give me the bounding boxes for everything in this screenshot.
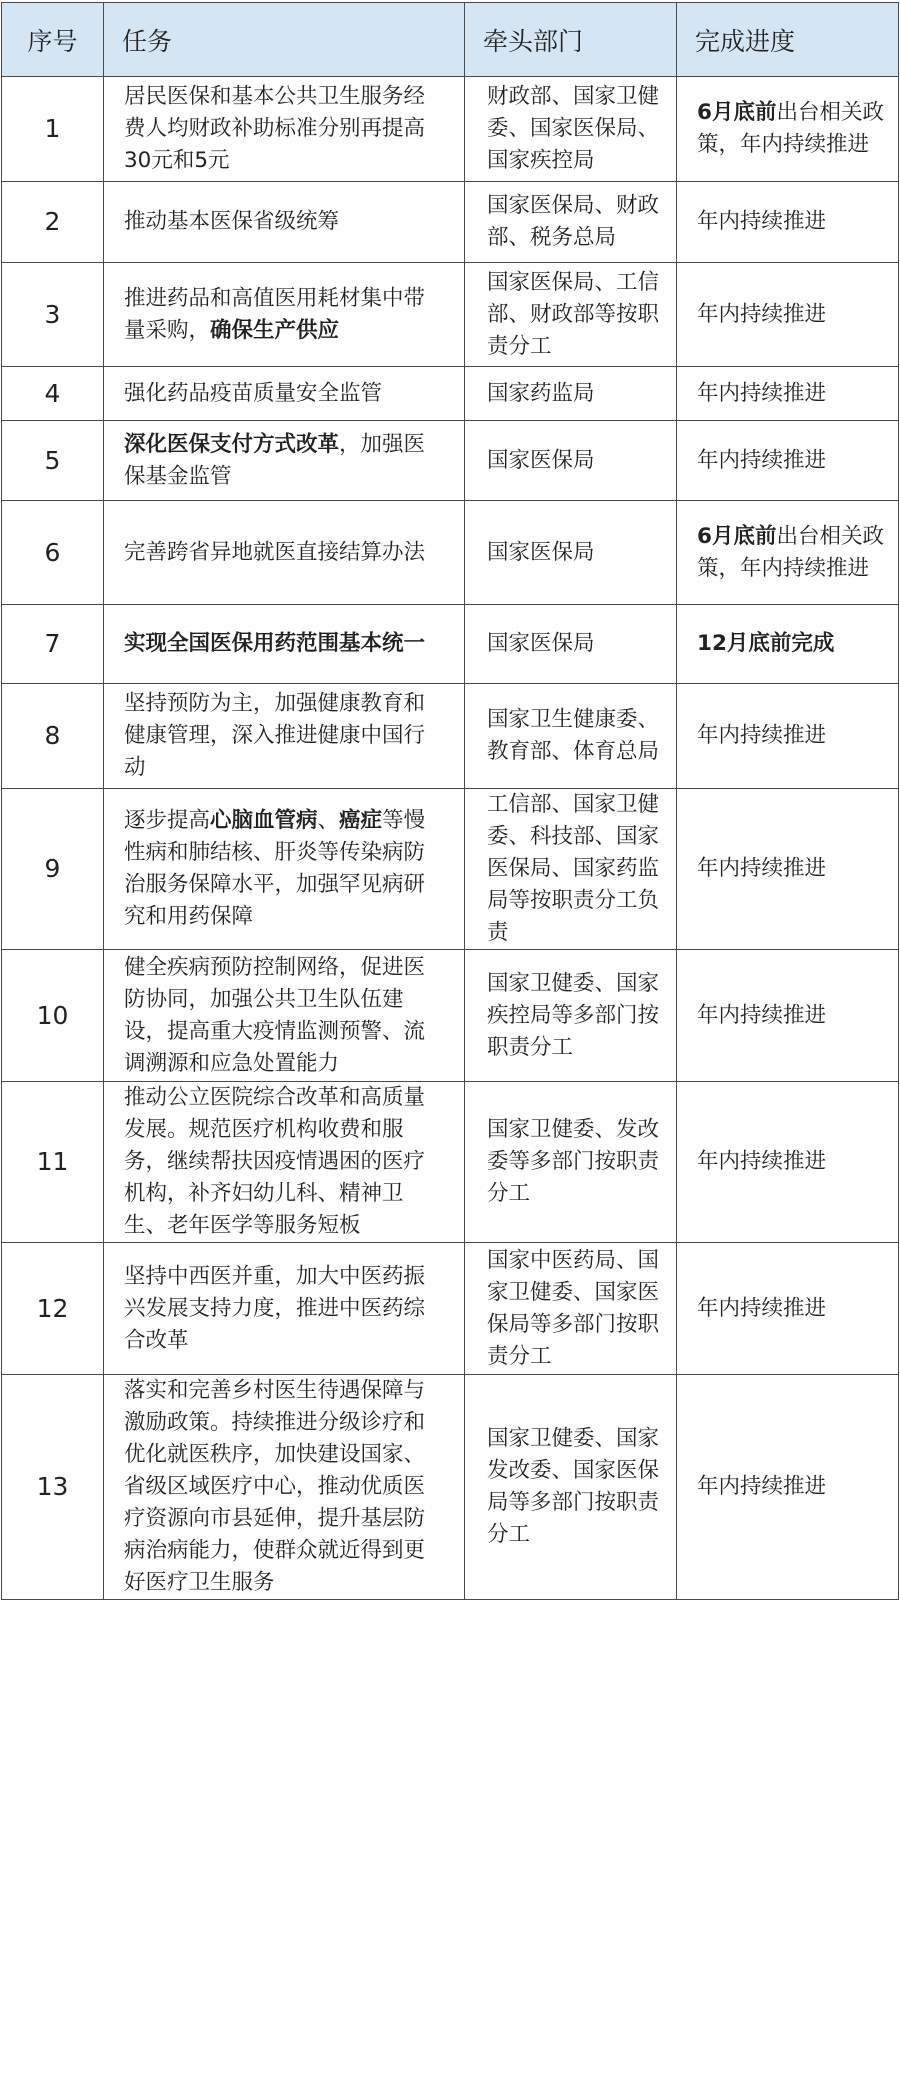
progress-cell bbox=[677, 1375, 899, 1600]
task-text: 实现全国医保用药范围基本统一 bbox=[124, 631, 426, 656]
table-row bbox=[2, 77, 899, 182]
task-text: 推动公立医院综合改革和高质量发展。规范医疗机构收费和服务，继续帮扶因疫情遇困的医疗机构，补齐妇幼儿科、精神卫生、老年医学等服务短板 bbox=[124, 1085, 426, 1238]
task-cell bbox=[104, 684, 465, 789]
progress-text: 6月底前 bbox=[697, 100, 777, 125]
task-text: 逐步提高 bbox=[124, 808, 211, 833]
progress-text: 年内持续推进 bbox=[697, 856, 827, 881]
progress-text: 年内持续推进 bbox=[697, 723, 827, 748]
task-text: 推进药品和高值医用耗材集中带量采购， bbox=[124, 285, 426, 343]
task-text: 坚持中西医并重，加大中医药振兴发展支持力度，推进中医药综合改革 bbox=[124, 1263, 426, 1353]
progress-cell bbox=[677, 789, 899, 950]
table-row bbox=[2, 367, 899, 421]
task-cell bbox=[104, 421, 465, 501]
progress-cell bbox=[677, 605, 899, 684]
header-task: 任务 bbox=[104, 3, 465, 77]
progress-cell bbox=[677, 684, 899, 789]
row-number: 8 bbox=[2, 684, 104, 789]
table-header-row bbox=[2, 3, 899, 77]
table-row bbox=[2, 1243, 899, 1375]
task-text: 心脑血管病 bbox=[210, 808, 318, 833]
progress-cell bbox=[677, 501, 899, 605]
progress-cell bbox=[677, 182, 899, 263]
task-cell bbox=[104, 77, 465, 182]
task-text: 确保生产供应 bbox=[210, 317, 340, 343]
progress-text: 年内持续推进 bbox=[697, 1474, 827, 1499]
task-cell bbox=[104, 605, 465, 684]
progress-text: 年内持续推进 bbox=[697, 209, 827, 234]
progress-cell bbox=[677, 1082, 899, 1243]
row-number: 2 bbox=[2, 182, 104, 263]
dept-cell: 国家医保局 bbox=[465, 605, 677, 684]
task-cell bbox=[104, 1082, 465, 1243]
progress-cell bbox=[677, 1243, 899, 1375]
task-table bbox=[1, 2, 899, 1600]
table-row bbox=[2, 605, 899, 684]
dept-cell: 工信部、国家卫健委、科技部、国家医保局、国家药监局等按职责分工负责 bbox=[465, 789, 677, 950]
header-progress: 完成进度 bbox=[677, 3, 899, 77]
progress-text: 6月底前 bbox=[697, 523, 777, 549]
row-number: 13 bbox=[2, 1375, 104, 1600]
progress-text: 12月底前完成 bbox=[697, 631, 835, 656]
progress-cell bbox=[677, 367, 899, 421]
row-number: 1 bbox=[2, 77, 104, 182]
dept-cell: 国家医保局、工信部、财政部等按职责分工 bbox=[465, 263, 677, 367]
dept-cell: 国家卫生健康委、教育部、体育总局 bbox=[465, 684, 677, 789]
progress-cell bbox=[677, 263, 899, 367]
table-row bbox=[2, 421, 899, 501]
progress-text: 年内持续推进 bbox=[697, 1295, 827, 1321]
task-text: 强化药品疫苗质量安全监管 bbox=[124, 380, 383, 406]
task-text: 健全疾病预防控制网络，促进医防协同，加强公共卫生队伍建设，提高重大疫情监测预警、流调溯源和应急处置能力 bbox=[124, 954, 426, 1076]
task-text: 居民医保和基本公共卫生服务经费人均财政补助标准分别再提高30元和5元 bbox=[124, 84, 426, 173]
dept-cell: 国家药监局 bbox=[465, 367, 677, 421]
progress-text: 年内持续推进 bbox=[697, 447, 827, 473]
task-cell bbox=[104, 501, 465, 605]
row-number: 6 bbox=[2, 501, 104, 605]
row-number: 3 bbox=[2, 263, 104, 367]
row-number: 9 bbox=[2, 789, 104, 950]
table-body bbox=[2, 77, 899, 1600]
task-text: 等慢性病和肺结核、肝炎等传染病防治服务保障水平，加强罕见病研究和用药保障 bbox=[124, 808, 426, 929]
table-row bbox=[2, 950, 899, 1082]
task-cell bbox=[104, 789, 465, 950]
table-row bbox=[2, 789, 899, 950]
dept-cell: 国家卫健委、国家发改委、国家医保局等多部门按职责分工 bbox=[465, 1375, 677, 1600]
progress-text: 年内持续推进 bbox=[697, 380, 827, 406]
task-text: 完善跨省异地就医直接结算办法 bbox=[124, 539, 426, 565]
dept-cell: 国家医保局 bbox=[465, 421, 677, 501]
progress-text: 年内持续推进 bbox=[697, 301, 827, 327]
row-number: 10 bbox=[2, 950, 104, 1082]
progress-text: 年内持续推进 bbox=[697, 1002, 827, 1028]
table-row bbox=[2, 263, 899, 367]
dept-cell: 国家中医药局、国家卫健委、国家医保局等多部门按职责分工 bbox=[465, 1243, 677, 1375]
table-row bbox=[2, 1082, 899, 1243]
task-text: 癌症 bbox=[339, 808, 383, 833]
progress-cell bbox=[677, 950, 899, 1082]
progress-text: 年内持续推进 bbox=[697, 1149, 827, 1174]
header-dept: 牵头部门 bbox=[465, 3, 677, 77]
progress-cell bbox=[677, 77, 899, 182]
task-text: 、 bbox=[317, 808, 340, 833]
row-number: 4 bbox=[2, 367, 104, 421]
dept-cell: 财政部、国家卫健委、国家医保局、国家疾控局 bbox=[465, 77, 677, 182]
row-number: 7 bbox=[2, 605, 104, 684]
task-cell bbox=[104, 1243, 465, 1375]
table-row bbox=[2, 684, 899, 789]
row-number: 5 bbox=[2, 421, 104, 501]
task-text: 落实和完善乡村医生待遇保障与激励政策。持续推进分级诊疗和优化就医秩序，加快建设国家、省级区域医疗中心，推动优质医疗资源向市县延伸，提升基层防病治病能力，使群众就近得到更好医疗卫生服务 bbox=[124, 1378, 426, 1595]
dept-cell: 国家医保局 bbox=[465, 501, 677, 605]
progress-cell bbox=[677, 421, 899, 501]
table-row bbox=[2, 182, 899, 263]
dept-cell: 国家卫健委、国家疾控局等多部门按职责分工 bbox=[465, 950, 677, 1082]
task-cell bbox=[104, 950, 465, 1082]
header-no: 序号 bbox=[2, 3, 104, 77]
table-row bbox=[2, 1375, 899, 1600]
task-cell bbox=[104, 367, 465, 421]
dept-cell: 国家医保局、财政部、税务总局 bbox=[465, 182, 677, 263]
task-cell bbox=[104, 182, 465, 263]
row-number: 12 bbox=[2, 1243, 104, 1375]
table-row bbox=[2, 501, 899, 605]
task-text: 推动基本医保省级统筹 bbox=[124, 209, 340, 234]
progress-text: 出台相关政策，年内持续推进 bbox=[697, 100, 884, 157]
task-text: ，加强医保基金监管 bbox=[124, 431, 426, 489]
row-number: 11 bbox=[2, 1082, 104, 1243]
task-text: 深化医保支付方式改革 bbox=[124, 431, 340, 457]
dept-cell: 国家卫健委、发改委等多部门按职责分工 bbox=[465, 1082, 677, 1243]
task-cell bbox=[104, 1375, 465, 1600]
progress-text: 出台相关政策，年内持续推进 bbox=[697, 523, 884, 581]
task-cell bbox=[104, 263, 465, 367]
task-text: 坚持预防为主，加强健康教育和健康管理，深入推进健康中国行动 bbox=[124, 691, 426, 780]
